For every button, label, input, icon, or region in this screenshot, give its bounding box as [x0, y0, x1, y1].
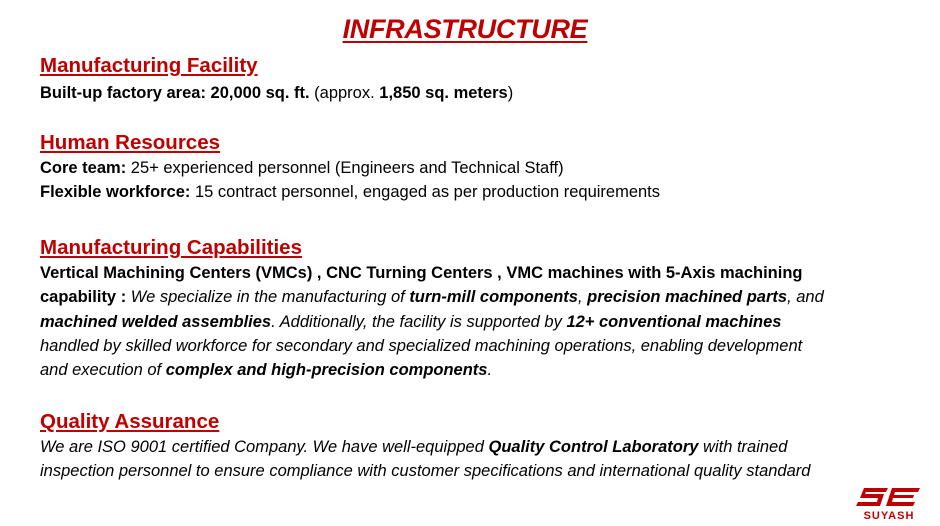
capabilities-text-e: , and — [787, 288, 824, 307]
precision-machined-parts: precision machined parts — [587, 288, 788, 307]
quality-assurance-section — [40, 409, 920, 484]
quality-text-c: with trained — [698, 438, 788, 456]
core-team-text: 25+ experienced personnel (Engineers and Technical Staff) — [126, 159, 564, 177]
capabilities-line-1: Vertical Machining Centers (VMCs) , CNC Turning Centers , VMC machines with 5-Axis machining — [40, 264, 803, 282]
logo-wordmark: SUYASH — [863, 510, 915, 522]
quality-line-2: inspection personnel to ensure compliance with customer specifications and international quality standard — [40, 462, 811, 481]
conventional-machines: 12+ conventional machines — [566, 312, 782, 331]
manufacturing-capabilities-heading: Manufacturing Capabilities — [40, 236, 302, 259]
core-team-label: Core team: — [40, 159, 127, 177]
capabilities-line-2 — [40, 285, 920, 309]
capabilities-paragraph — [40, 261, 920, 382]
capabilities-text-c: , — [577, 288, 588, 307]
capabilities-text-f: . Additionally, the facility is supported by — [271, 312, 567, 331]
capabilities-text-h: . — [487, 361, 493, 380]
capability-label: capability : — [40, 288, 127, 307]
capabilities-text-a: We specialize in the manufacturing of — [126, 288, 410, 307]
capabilities-text-g: and execution of — [40, 361, 166, 380]
human-resources-heading: Human Resources — [40, 131, 221, 154]
suyash-logo — [854, 486, 924, 522]
factory-area-line — [40, 81, 920, 105]
quality-text-a: We are ISO 9001 certified Company. We have well-equipped — [40, 438, 489, 456]
quality-line-1 — [40, 435, 920, 459]
human-resources-section — [40, 130, 920, 205]
machined-welded-assemblies: machined welded assemblies — [40, 312, 272, 331]
factory-area-close: ) — [507, 84, 514, 102]
page-title: INFRASTRUCTURE — [342, 14, 588, 44]
quality-control-laboratory: Quality Control Laboratory — [488, 438, 699, 456]
manufacturing-facility-heading: Manufacturing Facility — [40, 54, 258, 77]
flexible-workforce-line — [40, 180, 920, 204]
manufacturing-capabilities-section — [40, 235, 920, 382]
capabilities-line-3 — [40, 310, 920, 334]
turn-mill-components: turn-mill components — [409, 288, 578, 307]
factory-area-metric: 1,850 sq. meters — [379, 84, 508, 102]
quality-assurance-heading: Quality Assurance — [40, 410, 220, 433]
se-logo-mark — [854, 486, 924, 510]
factory-area-label: Built-up factory area: 20,000 sq. ft. — [40, 84, 310, 102]
capabilities-line-5 — [40, 358, 920, 382]
capabilities-line-4: handled by skilled workforce for secondary and specialized machining operations, enabling development — [40, 336, 803, 355]
core-team-line — [40, 156, 920, 180]
factory-area-open: (approx. — [309, 84, 380, 102]
manufacturing-facility-section — [40, 53, 920, 105]
flexible-workforce-text: 15 contract personnel, engaged as per production requirements — [190, 183, 661, 202]
flexible-workforce-label: Flexible workforce: — [40, 183, 191, 202]
complex-components: complex and high-precision components — [165, 361, 488, 380]
